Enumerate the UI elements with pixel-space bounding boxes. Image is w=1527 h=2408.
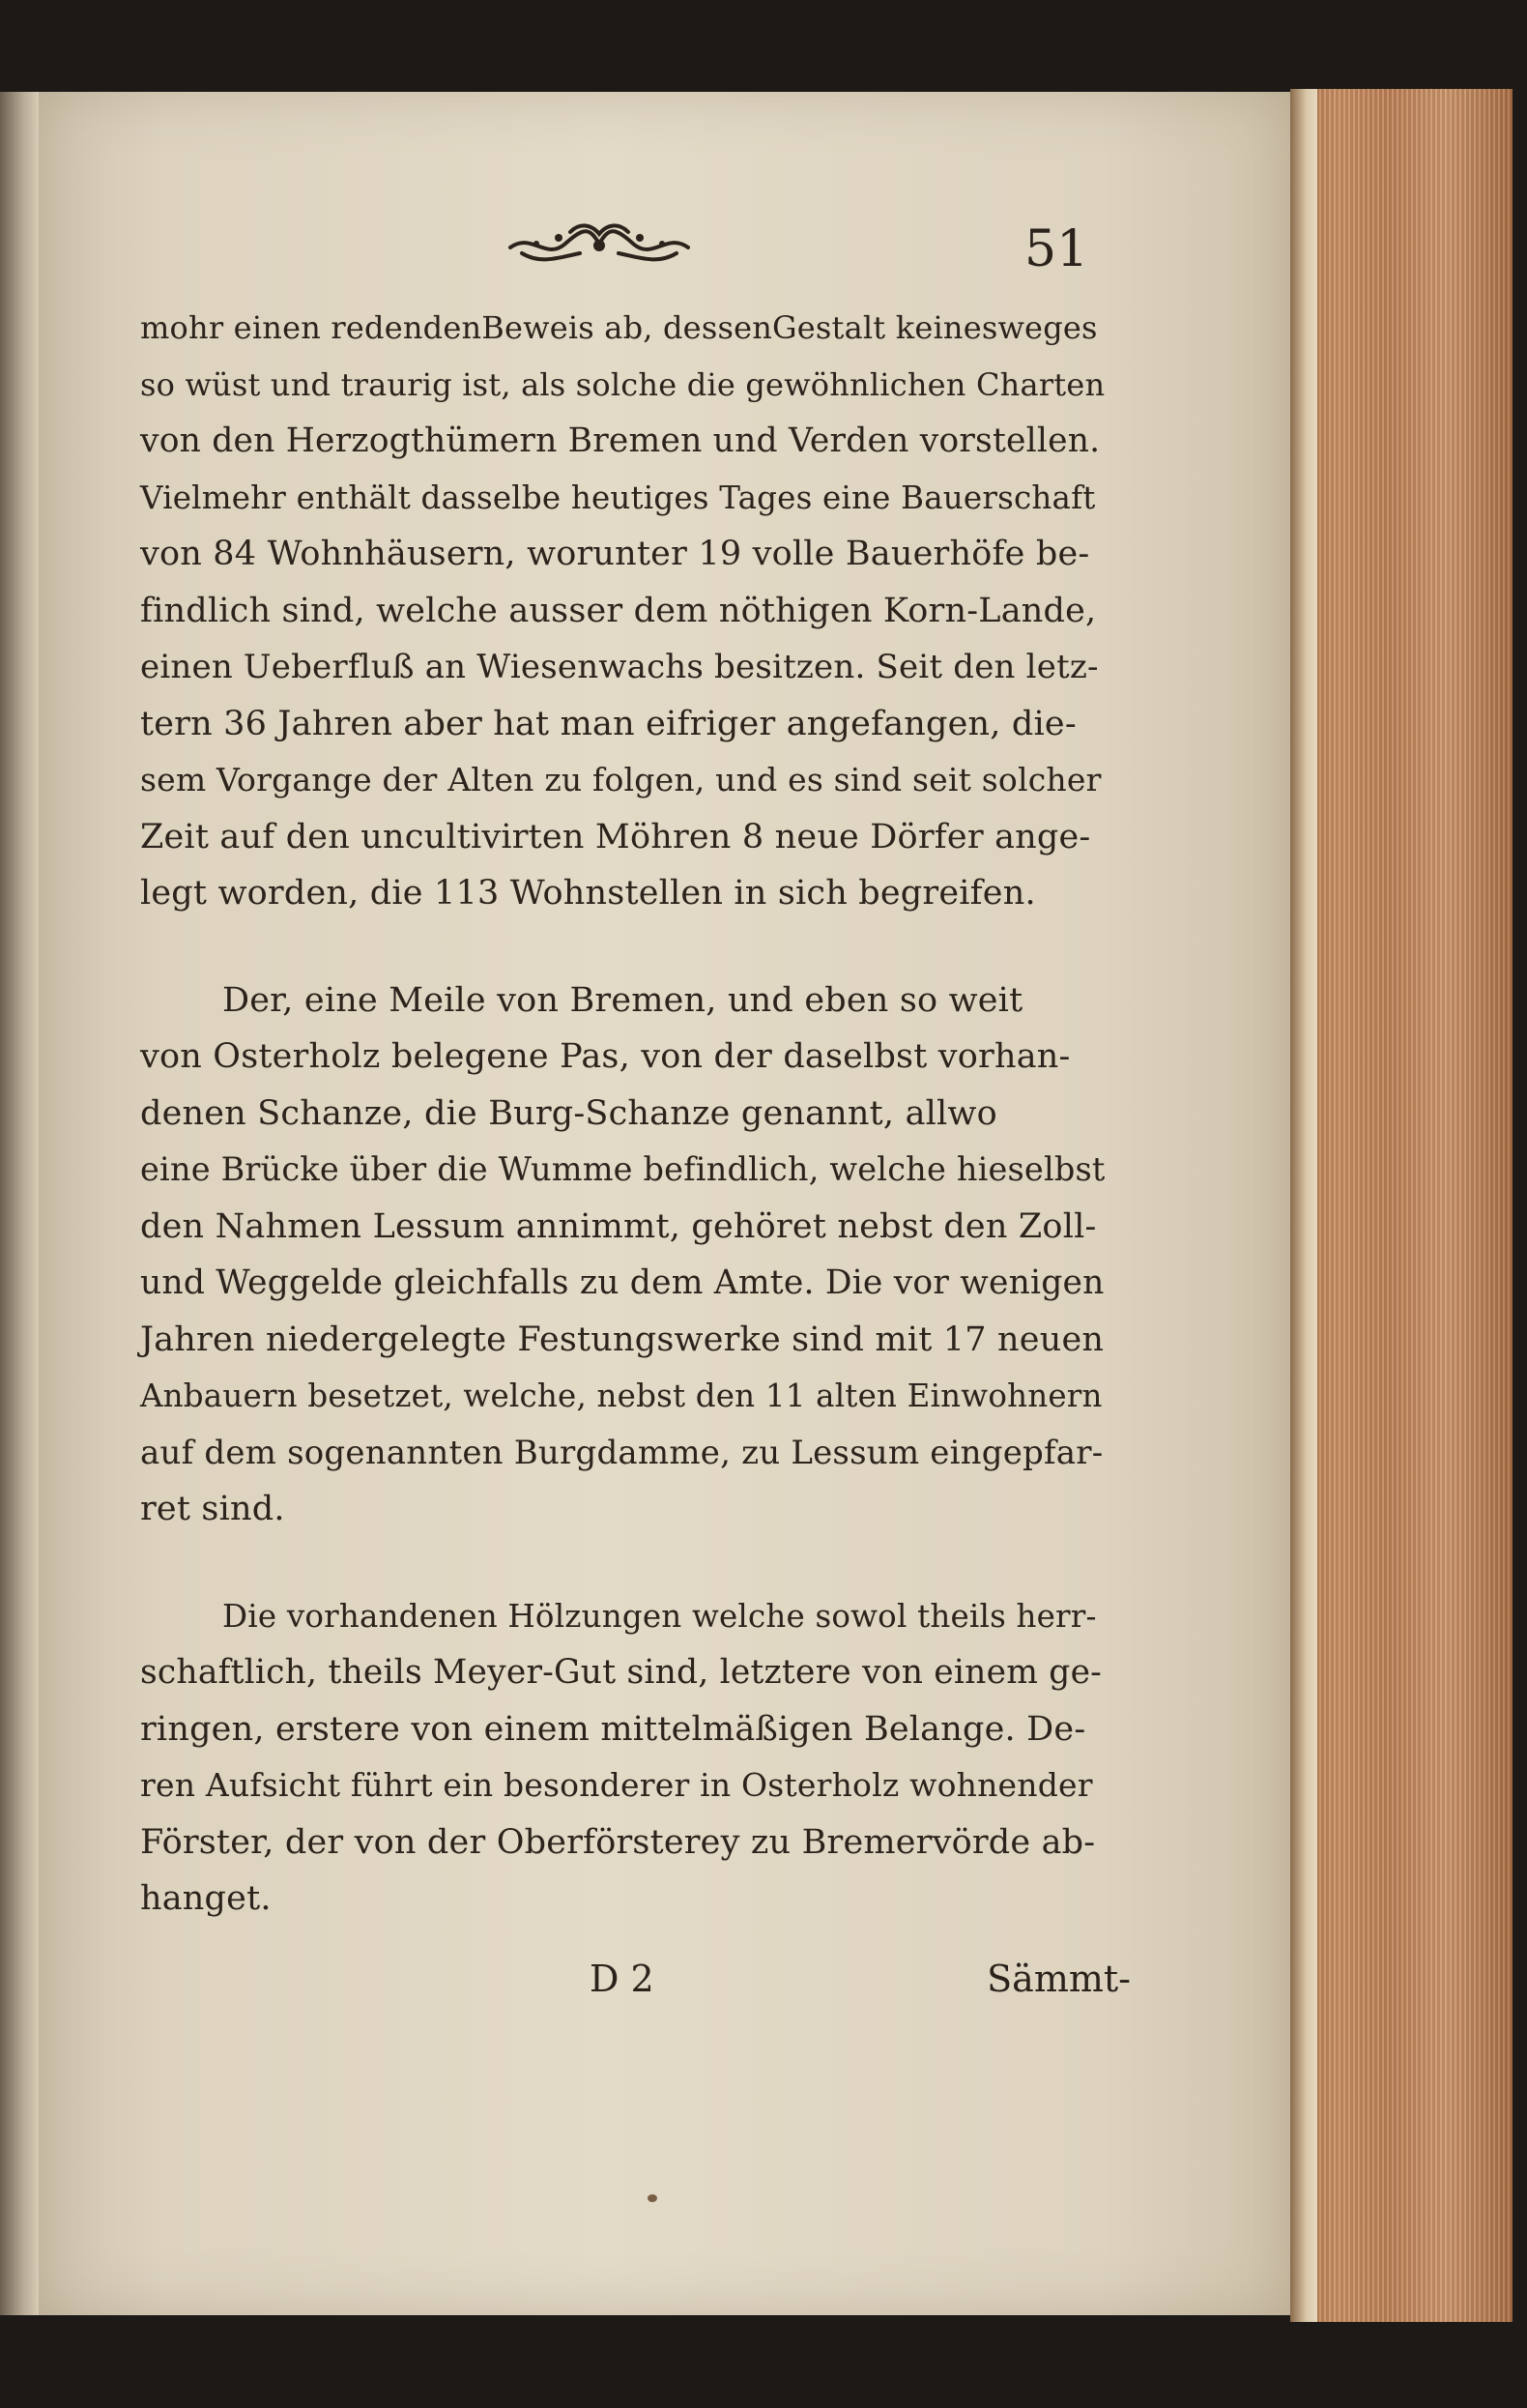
paragraph: [140, 972, 1107, 1538]
text-line: Förster, der von der Oberförsterey zu Bremervörde ab-: [140, 1822, 1096, 1862]
page-footer: [590, 1958, 1131, 2016]
text-line: ren Aufsicht führt ein besonderer in Osterholz wohnender: [140, 1766, 1093, 1804]
previous-page-edge: [0, 92, 39, 2315]
text-line: ret sind.: [140, 1490, 285, 1528]
text-line: Der, eine Meile von Bremen, und eben so weit: [222, 980, 1023, 1020]
text-line: so wüst und traurig ist, als solche die gewöhnlichen Charten: [140, 365, 1106, 403]
text-line: legt worden, die 113 Wohnstellen in sich begreifen.: [140, 874, 1036, 913]
paragraph-gap: [140, 922, 1107, 972]
text-line: schaftlich, theils Meyer-Gut sind, letztere von einem ge-: [140, 1653, 1103, 1692]
page-block-texture: [1290, 89, 1513, 2322]
text-line: findlich sind, welche ausser dem nöthigen Korn-Lande,: [140, 591, 1097, 630]
text-line: auf dem sogenannten Burgdamme, zu Lessum eingepfar-: [140, 1433, 1104, 1472]
signature-mark: D 2: [590, 1958, 654, 2000]
text-line: tern 36 Jahren aber hat man eifriger angefangen, die-: [140, 704, 1077, 743]
text-line: ringen, erstere von einem mittelmäßigen Belange. De-: [140, 1709, 1086, 1749]
text-line: und Weggelde gleichfalls zu dem Amte. Die vor wenigen: [140, 1263, 1105, 1302]
text-line: von 84 Wohnhäusern, worunter 19 volle Bauerhöfe be-: [140, 535, 1090, 573]
paper-stain: [648, 2194, 657, 2202]
text-line: eine Brücke über die Wumme befindlich, welche hieselbst: [140, 1150, 1106, 1188]
text-line: Anbauern besetzet, welche, nebst den 11 alten Einwohnern: [140, 1378, 1103, 1414]
text-line: Vielmehr enthält dasselbe heutiges Tages eine Bauerschaft: [140, 479, 1096, 516]
paragraph: [140, 300, 1107, 922]
page-number: 51: [1024, 220, 1089, 278]
paragraph-gap: [140, 1538, 1107, 1588]
text-line: denen Schanze, die Burg-Schanze genannt, allwo: [140, 1093, 997, 1133]
text-line: Zeit auf den uncultivirten Möhren 8 neue Dörfer ange-: [140, 817, 1091, 856]
text-line: mohr einen redendenBeweis ab, dessenGestalt keinesweges: [140, 309, 1098, 346]
catchword: Sämmt-: [987, 1958, 1131, 2000]
text-line: Die vorhandenen Hölzungen welche sowol theils herr-: [222, 1597, 1097, 1635]
paragraph: [140, 1588, 1107, 1928]
text-line: von Osterholz belegene Pas, von der daselbst vorhan-: [140, 1037, 1071, 1076]
text-line: hanget.: [140, 1879, 272, 1918]
text-line: sem Vorgange der Alten zu folgen, und es sind seit solcher: [140, 761, 1102, 798]
page-gutter-shadow: [1290, 89, 1317, 2322]
text-line: den Nahmen Lessum annimmt, gehöret nebst den Zoll-: [140, 1206, 1097, 1246]
text-line: von den Herzogthümern Bremen und Verden vorstellen.: [140, 421, 1101, 460]
text-line: einen Ueberfluß an Wiesenwachs besitzen. Seit den letz-: [140, 648, 1099, 686]
body-text: [140, 300, 1107, 1928]
text-line: Jahren niedergelegte Festungswerke sind mit 17 neuen: [140, 1320, 1105, 1359]
head-ornament-icon: [503, 215, 696, 275]
